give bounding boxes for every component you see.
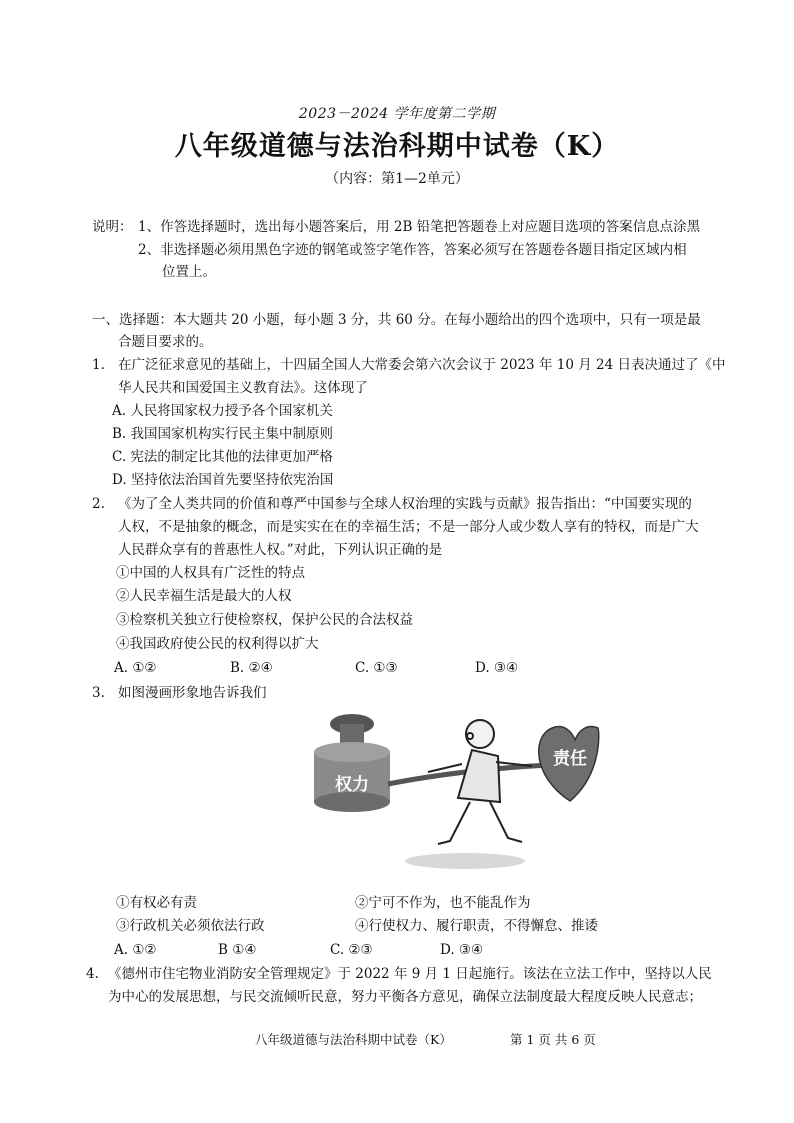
footer-exam-name: 八年级道德与法治科期中试卷（K）	[255, 1032, 452, 1047]
q1-stem-line-1: 在广泛征求意见的基础上，十四届全国人大常委会第六次会议于 2023 年 10 月 24 日表决通过了《中	[118, 357, 726, 373]
q3-item-2: ②宁可不作为，也不能乱作为	[355, 895, 531, 911]
q4-stem-line-2: 为中心的发展思想，与民交流倾听民意，努力平衡各方意见，确保立法制度最大程度反映人民意志；	[108, 989, 702, 1005]
instructions-label: 说明：	[92, 219, 133, 235]
q3-item-1: ①有权必有责	[116, 895, 197, 911]
q2-item-4: ④我国政府使公民的权利得以扩大	[116, 636, 319, 652]
exam-title: 八年级道德与法治科期中试卷（K）	[174, 131, 620, 162]
q1-number: 1.	[92, 357, 105, 373]
q1-option-d: D. 坚持依法治国首先要坚持依宪治国	[112, 472, 334, 488]
q1-option-a: A. 人民将国家权力授予各个国家机关	[112, 403, 333, 419]
q3-item-4: ④行使权力、履行职责，不得懈怠、推诿	[355, 918, 598, 934]
q3-number: 3.	[92, 685, 105, 701]
ground-shadow	[405, 853, 525, 869]
q2-item-1: ①中国的人权具有广泛性的特点	[116, 565, 305, 581]
q2-stem-line-3: 人民群众享有的普惠性人权。”对此，下列认识正确的是	[118, 542, 443, 558]
q2-choice-d: D. ③④	[475, 660, 519, 676]
q3-choice-d: D. ③④	[440, 942, 484, 958]
q3-choice-a: A. ①②	[114, 942, 157, 958]
q2-stem-line-1: 《为了全人类共同的价值和尊严中国参与全球人权治理的实践与贡献》报告指出：“中国要实现的	[118, 496, 692, 512]
section-1-heading-cont: 合题目要求的。	[118, 334, 213, 350]
q3-choice-c: C. ②③	[330, 942, 373, 958]
q2-number: 2.	[92, 496, 105, 512]
q3-item-3: ③行政机关必须依法行政	[116, 918, 265, 934]
content-range: （内容：第1—2单元）	[325, 171, 469, 187]
power-weight	[314, 714, 390, 812]
q4-stem-line-1: 《德州市住宅物业消防安全管理规定》于 2022 年 9 月 1 日起施行。该法在立法工作中，坚持以人民	[108, 966, 712, 982]
weight-label: 权力	[335, 775, 369, 795]
instruction-line-2-cont: 位置上。	[162, 264, 216, 280]
section-1-heading: 一、选择题：本大题共 20 小题，每小题 3 分，共 60 分。在每小题给出的四个选项中，只有一项是最	[92, 312, 701, 328]
q3-choice-b: B ①④	[218, 942, 257, 958]
q2-choice-c: C. ①③	[355, 660, 398, 676]
q2-item-2: ②人民幸福生活是最大的人权	[116, 588, 292, 604]
q1-option-c: C. 宪法的制定比其他的法律更加严格	[112, 449, 333, 465]
q4-number: 4.	[86, 966, 99, 982]
q1-option-b: B. 我国国家机构实行民主集中制原则	[112, 426, 334, 442]
official-figure	[428, 720, 532, 844]
instruction-line-1: 1、作答选择题时，选出每小题答案后，用 2B 铅笔把答题卷上对应题目选项的答案信息点涂黑	[138, 219, 701, 235]
q2-choice-b: B. ②④	[230, 660, 273, 676]
heart-label: 责任	[553, 749, 587, 769]
footer-page-number: 第 1 页 共 6 页	[510, 1032, 596, 1047]
q2-choice-a: A. ①②	[114, 660, 157, 676]
q2-stem-line-2: 人权，不是抽象的概念，而是实实在在的幸福生活；不是一部分人或少数人享有的特权，而是广大	[118, 519, 699, 535]
q1-stem-line-2: 华人民共和国爱国主义教育法》。这体现了	[118, 380, 368, 396]
power-responsibility-cartoon	[300, 706, 600, 876]
instruction-line-2: 2、非选择题必须用黑色字迹的钢笔或签字笔作答，答案必须写在答题卷各题目指定区域内相	[138, 242, 687, 258]
term-subtitle: 2023－2024 学年度第二学期	[298, 106, 496, 122]
q3-stem: 如图漫画形象地告诉我们	[118, 685, 267, 701]
q2-item-3: ③检察机关独立行使检察权，保护公民的合法权益	[116, 612, 413, 628]
